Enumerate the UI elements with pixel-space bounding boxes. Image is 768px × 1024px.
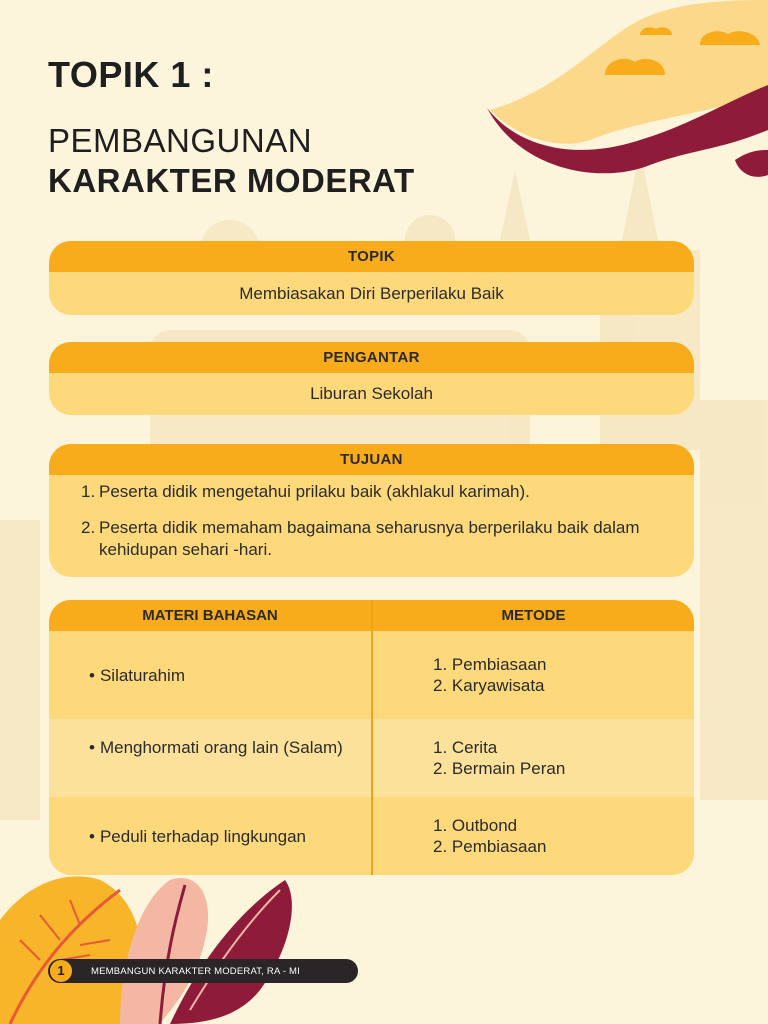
materi-cell — [49, 797, 371, 875]
goal-text: Peserta didik mengetahui prilaku baik (akhlakul karimah). — [99, 482, 530, 501]
metode-cell — [373, 719, 694, 797]
topik-card — [49, 241, 694, 315]
tujuan-card — [49, 444, 694, 577]
goal-number: 2. — [81, 518, 96, 537]
table-header — [49, 600, 694, 631]
materi-cell — [49, 719, 371, 797]
materi-cell — [49, 631, 371, 719]
title-block — [48, 54, 415, 200]
tujuan-header: TUJUAN — [49, 444, 694, 475]
page-footer — [48, 959, 358, 983]
column-header-metode: METODE — [501, 607, 566, 624]
metode-cell — [373, 631, 694, 719]
goal-text: Peserta didik memaham bagaimana seharusnya berperilaku baik dalam kehidupan sehari -hari. — [99, 518, 640, 559]
page-subtitle-line1: PEMBANGUNAN — [48, 122, 313, 159]
materi-text: Peduli terhadap lingkungan — [99, 826, 307, 846]
page-subtitle-line2: KARAKTER MODERAT — [48, 162, 415, 199]
page-title: TOPIK 1 : — [48, 54, 214, 95]
materi-metode-table — [49, 600, 694, 875]
table-row — [49, 797, 694, 875]
metode-item: 2. Bermain Peran — [433, 759, 566, 778]
metode-item: 2. Karyawisata — [433, 676, 545, 695]
bullet-icon: • — [89, 665, 95, 685]
list-item — [81, 517, 670, 561]
metode-item: 1. Outbond — [433, 816, 518, 835]
bullet-icon: • — [89, 738, 95, 757]
topik-value: Membiasakan Diri Berperilaku Baik — [239, 284, 504, 303]
metode-cell — [373, 797, 694, 875]
topik-header: TOPIK — [49, 241, 694, 272]
bullet-icon: • — [89, 826, 95, 846]
materi-text: Silaturahim — [99, 665, 185, 685]
table-row — [49, 631, 694, 719]
page-number: 1 — [49, 959, 73, 983]
metode-item: 1. Cerita — [433, 738, 498, 757]
metode-item: 2. Pembiasaan — [433, 837, 547, 856]
tujuan-list — [49, 475, 694, 561]
materi-text: Menghormati orang lain (Salam) — [99, 738, 343, 757]
pengantar-header: PENGANTAR — [49, 342, 694, 373]
footer-text: MEMBANGUN KARAKTER MODERAT, RA - MI — [91, 965, 300, 977]
pengantar-card — [49, 342, 694, 415]
column-header-materi: MATERI BAHASAN — [142, 607, 278, 624]
pengantar-value: Liburan Sekolah — [310, 384, 433, 403]
table-row — [49, 719, 694, 797]
list-item — [81, 481, 670, 503]
metode-item: 1. Pembiasaan — [433, 655, 547, 674]
goal-number: 1. — [81, 482, 96, 501]
